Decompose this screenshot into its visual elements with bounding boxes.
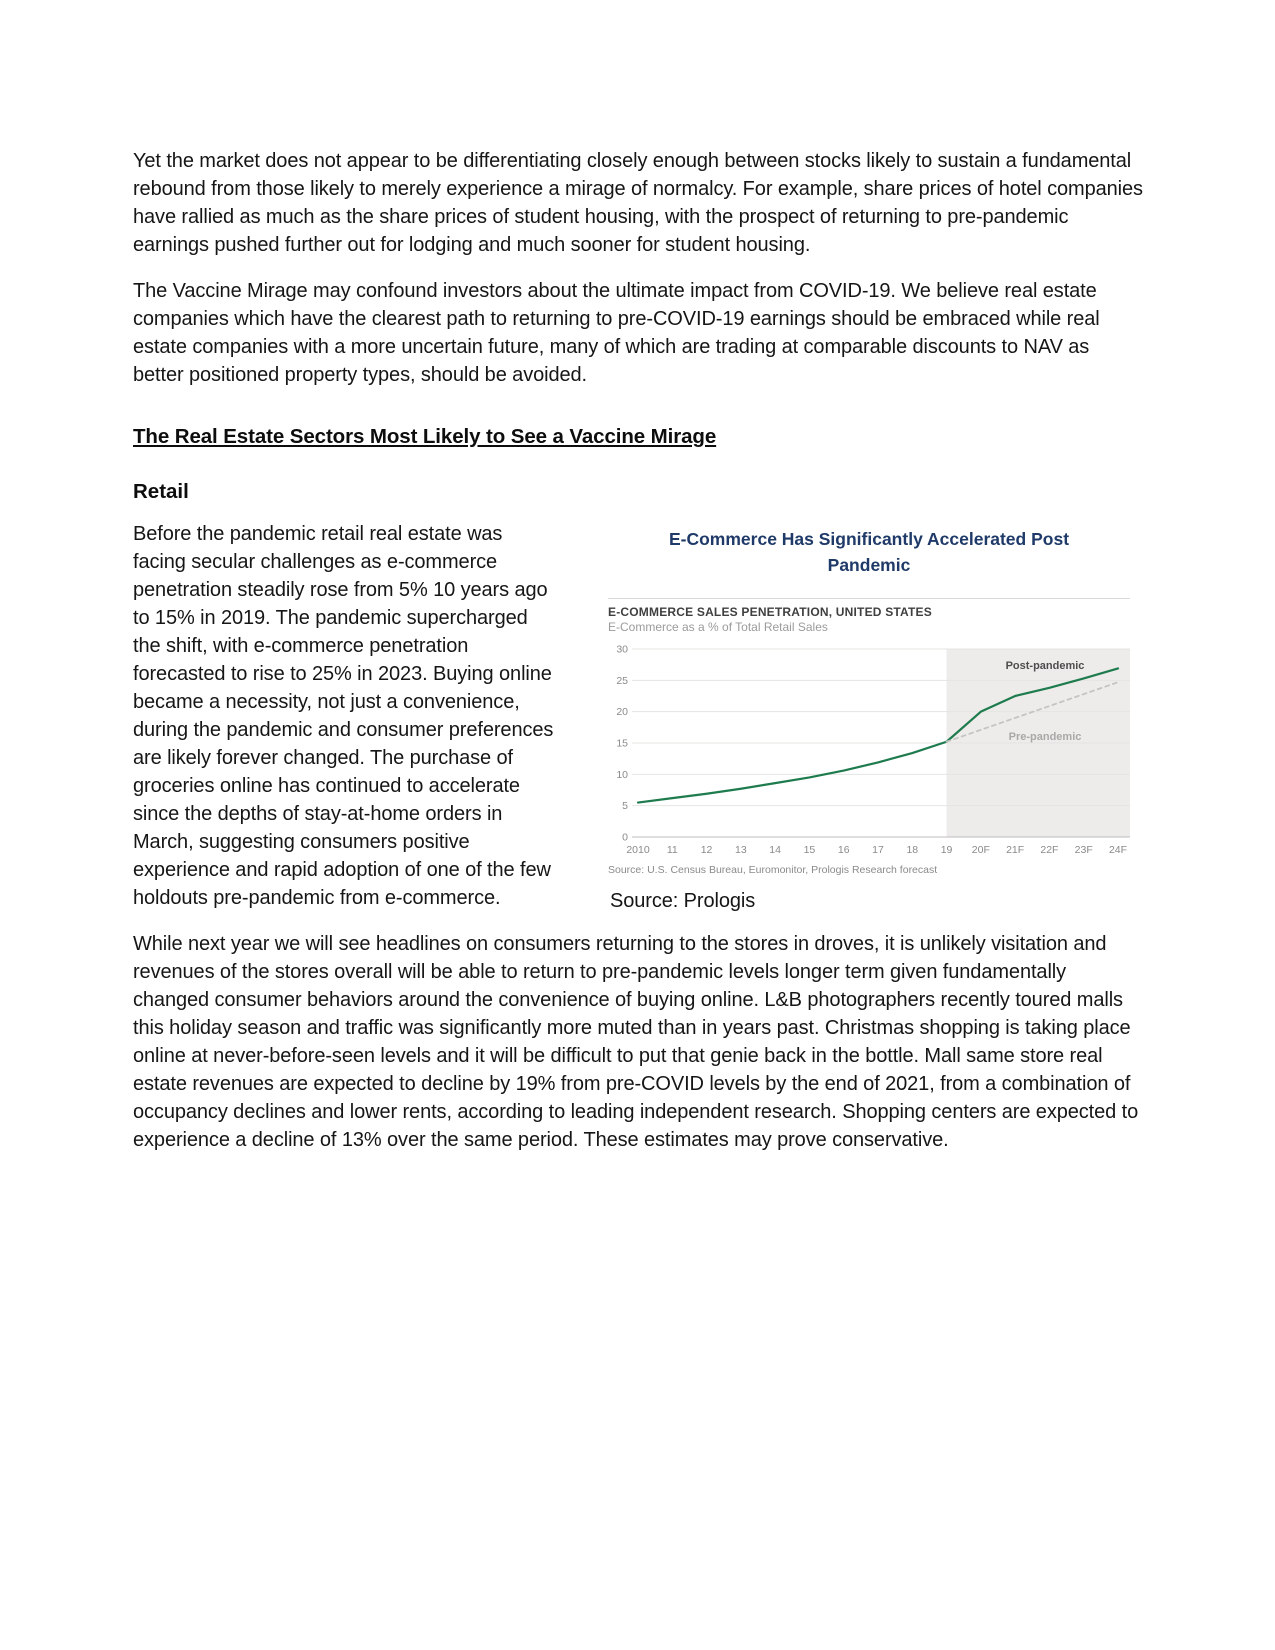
x-tick-label: 24F	[1108, 844, 1128, 856]
x-tick-label: 13	[735, 844, 747, 856]
y-tick-label: 15	[616, 737, 628, 750]
chart-caption: Source: Prologis	[610, 890, 756, 912]
x-tick-label: 17	[872, 844, 884, 856]
chart-source-note: Source: U.S. Census Bureau, Euromonitor, Prologis Research forecast	[608, 864, 938, 876]
section-heading: The Real Estate Sectors Most Likely to See a Vaccine Mirage	[133, 425, 717, 448]
chart-title: E-Commerce Has Significantly Accelerated Post Pandemic	[668, 529, 1070, 575]
x-tick-label: 11	[666, 844, 678, 856]
subheading-retail: Retail	[133, 480, 189, 503]
annotation-pre-pandemic: Pre-pandemic	[1008, 731, 1082, 743]
chart-header	[608, 598, 1130, 635]
x-tick-label: 20F	[971, 844, 990, 856]
y-tick-label: 20	[616, 706, 628, 719]
y-tick-label: 30	[616, 643, 628, 656]
paragraph-stores-outlook: While next year we will see headlines on consumers returning to the stores in droves, it is unlikely visitation and revenues of the stores overall will be able to return to pre-pandemic levels longer term given fundamentally changed consumer behaviors around the convenience of buying online. L&B photographers recently toured malls this holiday season and traffic was significantly more muted than in years past. Christmas shopping is taking place online at never-before-seen levels and it will be difficult to put that genie back in the bottle. Mall same store real estate revenues are expected to decline by 19% from pre-COVID levels by the end of 2021, from a combination of occupancy declines and lower rents, according to leading independent research. Shopping centers are expected to experience a decline of 13% over the same period. These estimates may prove conservative.	[133, 933, 1139, 1151]
x-tick-label: 23F	[1074, 844, 1093, 856]
paragraph-market-differentiation: Yet the market does not appear to be differentiating closely enough between stocks likely to sustain a fundamental rebound from those likely to merely experience a mirage of normalcy. For example, share prices of hotel companies have rallied as much as the share prices of student housing, with the prospect of returning to pre-pandemic earnings pushed further out for lodging and much sooner for student housing.	[133, 150, 1143, 256]
chart-units-label: E-Commerce as a % of Total Retail Sales	[608, 620, 828, 634]
chart-subtitle: E-COMMERCE SALES PENETRATION, UNITED STATES	[608, 605, 932, 619]
y-tick-label: 25	[616, 674, 628, 687]
x-tick-label: 19	[940, 844, 953, 856]
x-tick-label: 2010	[626, 844, 650, 856]
x-tick-label: 12	[700, 844, 713, 856]
y-tick-label: 0	[622, 831, 628, 844]
x-tick-label: 15	[803, 844, 816, 856]
paragraph-vaccine-mirage: The Vaccine Mirage may confound investors about the ultimate impact from COVID-19. We believe real estate companies which have the clearest path to returning to pre-COVID-19 earnings should be embraced while real estate companies with a more uncertain future, many of which are trading at comparable discounts to NAV as better positioned property types, should be avoided.	[133, 280, 1100, 386]
x-tick-label: 21F	[1006, 844, 1025, 856]
x-tick-label: 18	[906, 844, 919, 856]
x-tick-label: 14	[769, 844, 781, 856]
y-tick-label: 5	[622, 800, 628, 813]
ecommerce-chart	[608, 526, 1130, 877]
paragraph-retail: Before the pandemic retail real estate was facing secular challenges as e-commerce penetration steadily rose from 5% 10 years ago to 15% in 2019. The pandemic supercharged the shift, with e-commerce penetration forecasted to rise to 25% in 2023. Buying online became a necessity, not just a convenience, during the pandemic and consumer preferences are likely forever changed. The purchase of groceries online has continued to accelerate since the depths of stay-at-home orders in March, suggesting consumers positive experience and rapid adoption of one of the few holdouts pre-pandemic from e-commerce.	[133, 523, 554, 909]
annotation-post-pandemic: Post-pandemic	[1005, 660, 1085, 672]
chart-column	[608, 520, 1143, 915]
x-tick-label: 22F	[1040, 844, 1059, 856]
y-tick-label: 10	[616, 768, 628, 781]
x-tick-label: 16	[837, 844, 850, 856]
ecommerce-chart-plot	[608, 637, 1130, 861]
retail-section	[133, 520, 1143, 915]
